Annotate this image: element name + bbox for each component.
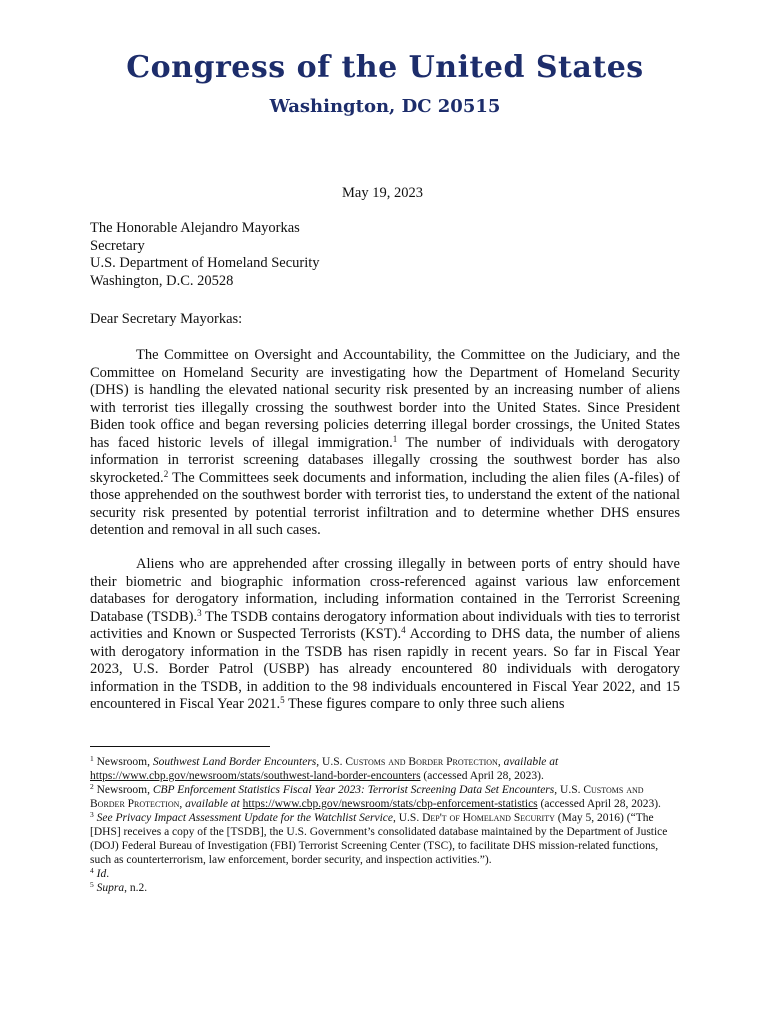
letter-date: May 19, 2023 bbox=[342, 185, 423, 201]
footnote-ref-1[interactable]: 1 bbox=[392, 433, 398, 444]
recipient-title: Secretary bbox=[90, 237, 145, 254]
footnote-text: (accessed April 28, 2023). bbox=[420, 770, 544, 782]
footnote-5 bbox=[90, 881, 680, 895]
recipient-address bbox=[90, 220, 320, 290]
footnote-text: Newsroom, bbox=[93, 784, 153, 796]
paragraph-text: The TSDB contains derogatory information about individuals with ties to terrorist activities and Known or Suspected Terrorists (KST). bbox=[90, 608, 681, 642]
footnote-source-title: Southwest Land Border Encounters bbox=[152, 756, 317, 768]
recipient-city: Washington, D.C. 20528 bbox=[90, 272, 234, 289]
footnote-agency: Customs and Border Protection bbox=[90, 784, 644, 810]
paragraph-text: According to DHS data, the number of aliens with derogatory information in the TSDB has risen rapidly in recent years. So far in Fiscal Year 2023, U.S. Border Patrol (USBP) has already encountered 80 individuals with derogatory information in the TSDB, in addition to the 98 individuals encountered in Fiscal Year 2022, and 15 encountered in Fiscal Year 2021. bbox=[90, 626, 680, 712]
paragraph-text: These figures compare to only three such aliens bbox=[284, 696, 565, 712]
footnote-source-title: Id bbox=[96, 868, 107, 880]
letterhead-subtitle: Washington, DC 20515 bbox=[269, 96, 501, 117]
footnote-ref-3[interactable]: 3 bbox=[197, 607, 202, 618]
footnote-agency: Customs and Border Protection bbox=[345, 756, 498, 768]
footnote-divider bbox=[90, 746, 270, 747]
footnote-ref-4[interactable]: 4 bbox=[401, 625, 406, 635]
footnote-link[interactable]: https://www.cbp.gov/newsroom/stats/cbp-enforcement-statistics bbox=[242, 798, 538, 810]
paragraph-text: The Committee on Oversight and Accountability, the Committee on the Judiciary, and the Committee on Homeland Security are investigating how the Department of Homeland Security (DHS) is handling the elevated national security risk presented by an increasing number of aliens with terrorist ties illegally crossing the southwest border into the United States. Since President Biden took office and began reversing policies deterring illegal border crossings, the United States has faced historic levels of illegal immigration. bbox=[90, 347, 680, 451]
footnote-ref-5[interactable]: 5 bbox=[280, 695, 285, 705]
footnote-number: 1 bbox=[90, 754, 94, 763]
salutation: Dear Secretary Mayorkas: bbox=[90, 311, 243, 327]
body-paragraph-2 bbox=[90, 556, 680, 714]
footnote-4 bbox=[90, 867, 680, 881]
footnote-text: , bbox=[179, 798, 186, 810]
footnote-source-title: See Privacy Impact Assessment Update for the Watchlist Service bbox=[96, 812, 393, 824]
footnote-text: , U.S. bbox=[393, 812, 423, 824]
footnote-text: . bbox=[106, 868, 110, 880]
paragraph-text: Aliens who are apprehended after crossing illegally in between ports of entry should have their biometric and biographic information cross-referenced against various law enforcement databases for derogatory information, including information contained in the Terrorist Screening Database (TSDB). bbox=[90, 556, 680, 625]
footnote-text: (May 5, 2016) (“The [DHS] receives a copy of the [TSDB], the U.S. Government’s consolidated database maintained by the Department of Justice (DOJ) Federal Bureau of Investigation (FBI) Terrorist Screening Center (TSC), to facilitate DHS mission-related functions, such as counterterrorism, law enforcement, border security, and inspection activities.”). bbox=[90, 812, 668, 866]
footnote-available-at: available at bbox=[503, 756, 559, 768]
paragraph-text: The Committees seek documents and information, including the alien files (A-files) of those apprehended on the southwest border with terrorist ties, to understand the extent of the national security risk presented by potential terrorist infiltration and to determine whether DHS ensures detention and removal in all such cases. bbox=[90, 469, 680, 538]
footnote-text: , U.S. bbox=[554, 784, 584, 796]
footnote-number: 5 bbox=[90, 880, 94, 889]
footnote-number: 3 bbox=[90, 810, 94, 819]
footnote-ref-2[interactable]: 2 bbox=[163, 468, 169, 479]
footnote-2 bbox=[90, 783, 680, 811]
footnote-text: , bbox=[497, 756, 504, 768]
footnotes bbox=[90, 755, 680, 895]
footnote-link[interactable]: https://www.cbp.gov/newsroom/stats/southwest-land-border-encounters bbox=[90, 770, 421, 782]
footnote-available-at: available at bbox=[185, 798, 240, 810]
paragraph-text: The number of individuals with derogatory information in terrorist screening databases illegally crossing the southwest border has also skyrocketed. bbox=[90, 434, 680, 486]
footnote-text: , U.S. bbox=[316, 756, 346, 768]
letterhead-title: Congress of the United States bbox=[126, 50, 644, 85]
footnote-source-title: CBP Enforcement Statistics Fiscal Year 2023: Terrorist Screening Data Set Encounters bbox=[152, 784, 555, 796]
recipient-name: The Honorable Alejandro Mayorkas bbox=[90, 220, 300, 236]
body-paragraph-1 bbox=[90, 347, 680, 540]
footnote-1 bbox=[90, 755, 680, 783]
footnote-text: Newsroom, bbox=[93, 756, 153, 768]
footnote-3 bbox=[90, 811, 680, 867]
footnote-source-title: Supra bbox=[96, 882, 125, 894]
footnote-text: , n.2. bbox=[124, 882, 148, 894]
footnote-number: 4 bbox=[90, 866, 94, 875]
recipient-department: U.S. Department of Homeland Security bbox=[90, 255, 320, 271]
footnote-number: 2 bbox=[90, 782, 94, 791]
footnote-agency: Dep't of Homeland Security bbox=[422, 812, 555, 824]
footnote-text: (accessed April 28, 2023). bbox=[537, 798, 661, 810]
